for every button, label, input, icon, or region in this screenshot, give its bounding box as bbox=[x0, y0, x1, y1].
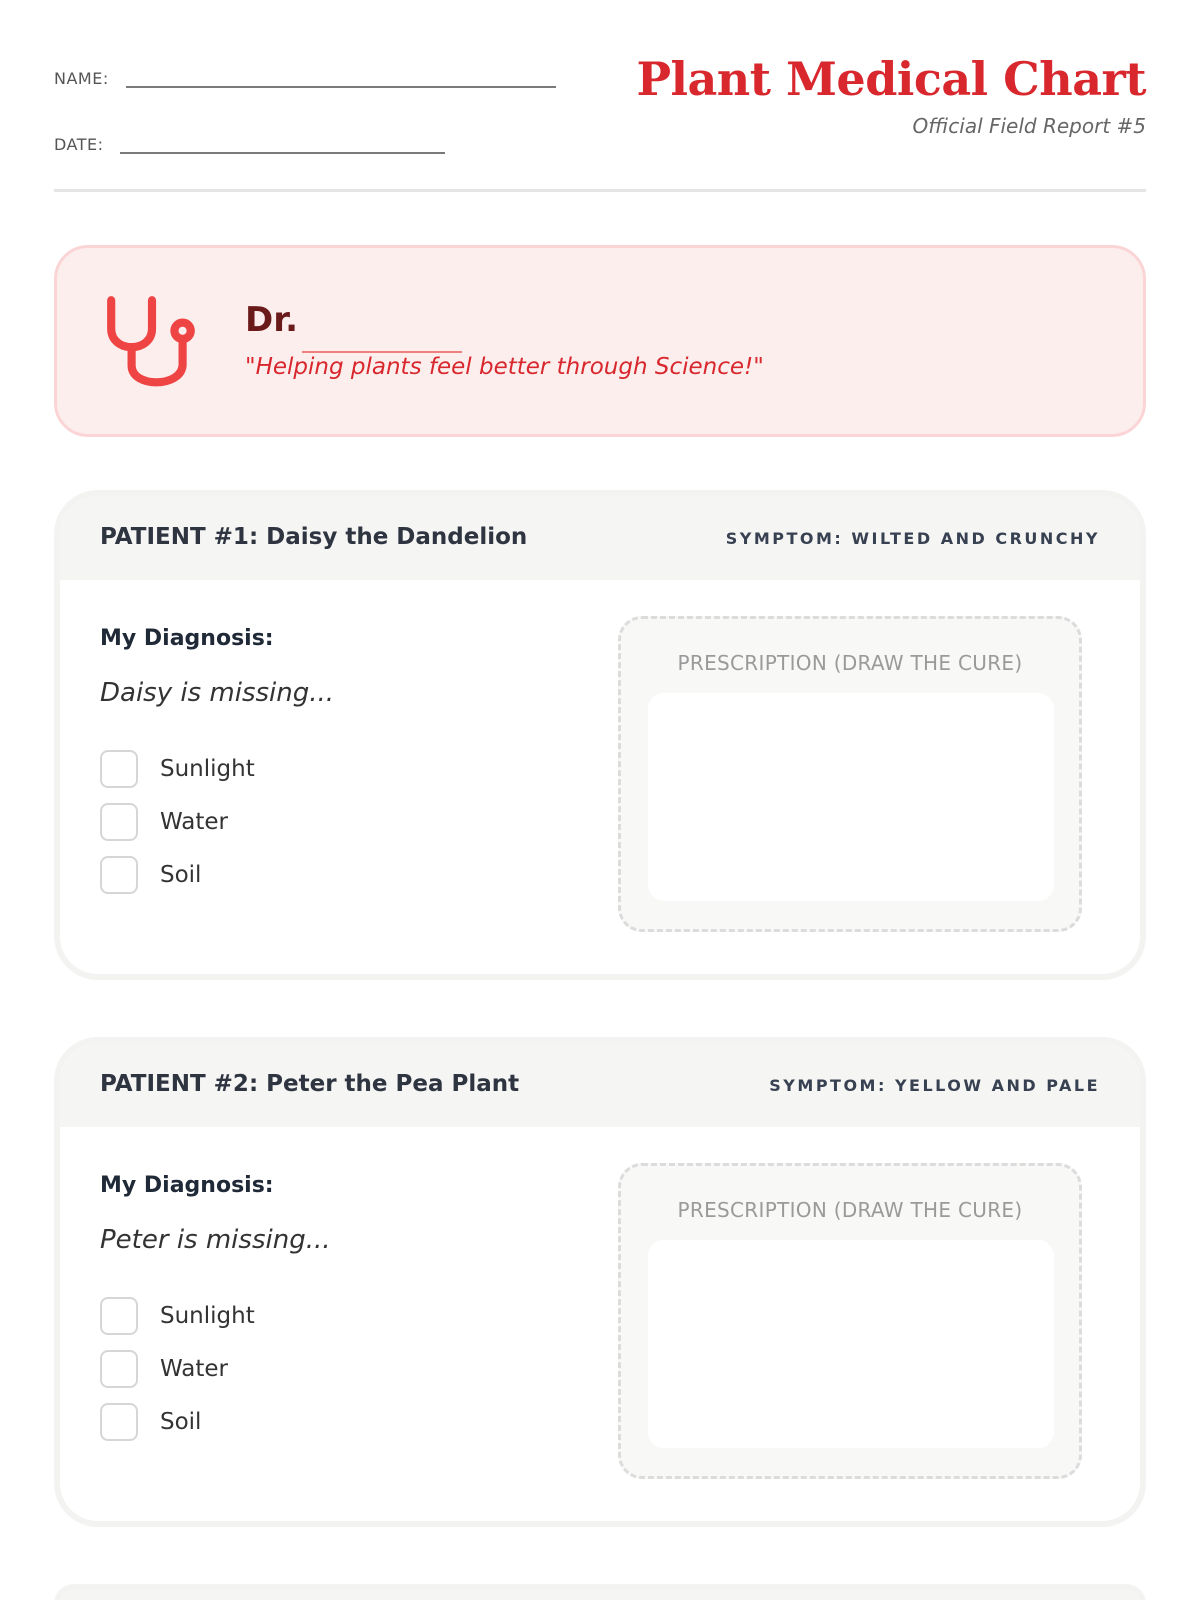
prescription-box bbox=[618, 616, 1082, 932]
option-label: Water bbox=[160, 808, 228, 835]
soil-checkbox[interactable] bbox=[100, 1403, 138, 1441]
date-input-line[interactable] bbox=[120, 128, 445, 154]
doctor-name-input-line[interactable] bbox=[302, 351, 462, 353]
prescription-box bbox=[618, 1163, 1082, 1479]
doctor-quote: "Helping plants feel better through Science!" bbox=[245, 354, 764, 380]
name-label: NAME: bbox=[54, 69, 109, 88]
diagnosis-options bbox=[100, 1289, 255, 1448]
option-soil[interactable] bbox=[100, 1395, 255, 1448]
option-sunlight[interactable] bbox=[100, 1289, 255, 1342]
prescription-drawing-area[interactable] bbox=[648, 1240, 1054, 1448]
worksheet-header bbox=[54, 0, 1146, 192]
date-label: DATE: bbox=[54, 135, 104, 154]
option-soil[interactable] bbox=[100, 848, 255, 901]
missing-prompt: Daisy is missing... bbox=[100, 678, 335, 708]
page-subtitle: Official Field Report #5 bbox=[912, 114, 1146, 138]
name-input-line[interactable] bbox=[126, 62, 556, 88]
patient-symptom: SYMPTOM: YELLOW AND PALE bbox=[769, 1076, 1100, 1095]
patient-card-header bbox=[60, 496, 1140, 580]
sunlight-checkbox[interactable] bbox=[100, 750, 138, 788]
patient-symptom: SYMPTOM: WILTED AND CRUNCHY bbox=[725, 529, 1100, 548]
water-checkbox[interactable] bbox=[100, 1350, 138, 1388]
doctor-prefix: Dr. bbox=[245, 300, 299, 340]
option-label: Soil bbox=[160, 1408, 202, 1435]
prescription-label: PRESCRIPTION (DRAW THE CURE) bbox=[677, 1198, 1023, 1222]
missing-prompt: Peter is missing... bbox=[100, 1225, 331, 1255]
water-checkbox[interactable] bbox=[100, 803, 138, 841]
stethoscope-icon bbox=[101, 290, 203, 392]
option-label: Sunlight bbox=[160, 1302, 255, 1329]
patient-card-header bbox=[60, 1590, 1140, 1600]
patient-card bbox=[54, 1037, 1146, 1527]
patient-title: PATIENT #1: Daisy the Dandelion bbox=[100, 524, 528, 550]
option-label: Soil bbox=[160, 861, 202, 888]
option-water[interactable] bbox=[100, 1342, 255, 1395]
prescription-drawing-area[interactable] bbox=[648, 693, 1054, 901]
name-field-row bbox=[54, 62, 556, 88]
date-field-row bbox=[54, 128, 445, 154]
patient-card-header bbox=[60, 1043, 1140, 1127]
option-label: Sunlight bbox=[160, 755, 255, 782]
soil-checkbox[interactable] bbox=[100, 856, 138, 894]
diagnosis-label: My Diagnosis: bbox=[100, 626, 274, 651]
option-water[interactable] bbox=[100, 795, 255, 848]
prescription-label: PRESCRIPTION (DRAW THE CURE) bbox=[677, 651, 1023, 675]
diagnosis-label: My Diagnosis: bbox=[100, 1173, 274, 1198]
page-title: Plant Medical Chart bbox=[636, 52, 1146, 106]
patient-card-partial bbox=[54, 1584, 1146, 1600]
patient-title: PATIENT #2: Peter the Pea Plant bbox=[100, 1071, 520, 1097]
patient-card bbox=[54, 490, 1146, 980]
sunlight-checkbox[interactable] bbox=[100, 1297, 138, 1335]
doctor-card bbox=[54, 245, 1146, 437]
option-sunlight[interactable] bbox=[100, 742, 255, 795]
option-label: Water bbox=[160, 1355, 228, 1382]
diagnosis-options bbox=[100, 742, 255, 901]
